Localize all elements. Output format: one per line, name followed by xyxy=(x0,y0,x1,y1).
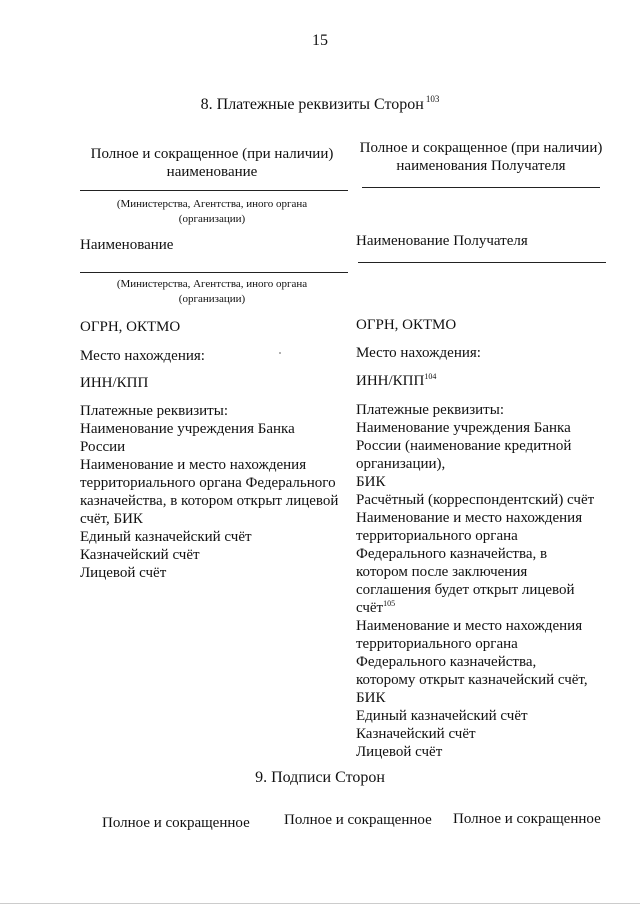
left-note-2-line2: (организации) xyxy=(178,293,246,305)
left-header xyxy=(62,145,362,181)
signature-cell-3: Полное и сокращенное xyxy=(453,811,601,827)
right-payment-line: Казначейский счёт xyxy=(356,726,476,742)
right-payment-line: Федерального казначейства, xyxy=(356,654,537,670)
right-account-word: счёт xyxy=(356,600,384,616)
right-signature-rule-1 xyxy=(362,187,600,188)
right-payment-line: БИК xyxy=(356,474,386,490)
right-payment-line: Лицевой счёт xyxy=(356,744,443,760)
page-number: 15 xyxy=(312,32,328,49)
right-payment-line: Платежные реквизиты: xyxy=(356,402,504,418)
left-payment-details xyxy=(80,402,338,582)
right-payment-line: которому открыт казначейский счёт, xyxy=(356,672,588,688)
left-payment-line: счёт, БИК xyxy=(80,511,143,527)
left-payment-line: Наименование и место нахождения xyxy=(80,457,307,473)
right-payment-line: организации), xyxy=(356,456,446,472)
footnote-ref-104: 104 xyxy=(424,372,437,381)
right-inn xyxy=(356,372,436,390)
left-note-1 xyxy=(62,197,362,227)
left-header-line2: наименование xyxy=(166,164,258,180)
left-inn: ИНН/КПП xyxy=(80,375,149,391)
scan-bottom-edge xyxy=(0,903,640,904)
section-8-title-text: 8. Платежные реквизиты Сторон xyxy=(200,96,424,113)
left-payment-line: Платежные реквизиты: xyxy=(80,403,228,419)
right-payment-line: котором после заключения xyxy=(356,564,528,580)
right-payment-line: Расчётный (корреспондентский) счёт xyxy=(356,492,595,508)
right-payment-line: территориального органа xyxy=(356,636,518,652)
scan-speck xyxy=(279,352,281,354)
left-payment-line: России xyxy=(80,439,126,455)
right-header xyxy=(348,139,614,175)
right-payment-line: соглашения будет открыт лицевой xyxy=(356,582,575,598)
left-payment-line: Наименование учреждения Банка xyxy=(80,421,295,437)
footnote-ref-105: 105 xyxy=(383,599,396,608)
right-location: Место нахождения: xyxy=(356,345,481,361)
left-note-1-line2: (организации) xyxy=(178,213,246,225)
left-header-line1: Полное и сокращенное (при наличии) xyxy=(90,146,334,162)
left-name-label: Наименование xyxy=(80,237,174,253)
right-payment-line: БИК xyxy=(356,690,386,706)
right-header-line2: наименования Получателя xyxy=(396,158,566,174)
left-payment-line: Казначейский счёт xyxy=(80,547,200,563)
left-location: Место нахождения: xyxy=(80,348,205,364)
right-payment-line: России (наименование кредитной xyxy=(356,438,572,454)
left-note-2 xyxy=(62,277,362,307)
signature-cell-2: Полное и сокращенное xyxy=(284,812,432,828)
right-payment-line: Наименование и место нахождения xyxy=(356,510,583,526)
right-inn-text: ИНН/КПП xyxy=(356,373,425,389)
section-9-title: 9. Подписи Сторон xyxy=(255,769,385,786)
right-payment-line: территориального органа xyxy=(356,528,518,544)
left-payment-line: Единый казначейский счёт xyxy=(80,529,252,545)
left-signature-rule-1 xyxy=(80,190,348,191)
left-note-1-line1: (Министерства, Агентства, иного органа xyxy=(116,198,308,210)
signature-cell-1: Полное и сокращенное xyxy=(102,815,250,831)
left-payment-line: Лицевой счёт xyxy=(80,565,167,581)
right-account-line xyxy=(356,599,594,617)
right-payment-line: Наименование учреждения Банка xyxy=(356,420,571,436)
footnote-ref-103: 103 xyxy=(425,94,440,104)
left-ogrn: ОГРН, ОКТМО xyxy=(80,319,181,335)
right-payment-line: Федерального казначейства, в xyxy=(356,546,548,562)
right-payment-line: Единый казначейский счёт xyxy=(356,708,528,724)
left-name-rule xyxy=(80,272,348,273)
right-header-line1: Полное и сокращенное (при наличии) xyxy=(359,140,603,156)
right-ogrn: ОГРН, ОКТМО xyxy=(356,317,457,333)
right-name-label: Наименование Получателя xyxy=(356,233,528,249)
right-payment-details xyxy=(356,401,594,761)
section-8-title xyxy=(0,96,640,114)
right-payment-line: Наименование и место нахождения xyxy=(356,618,583,634)
left-note-2-line1: (Министерства, Агентства, иного органа xyxy=(116,278,308,290)
left-payment-line: казначейства, в котором открыт лицевой xyxy=(80,493,339,509)
left-payment-line: территориального органа Федерального xyxy=(80,475,336,491)
right-name-rule xyxy=(358,262,606,263)
